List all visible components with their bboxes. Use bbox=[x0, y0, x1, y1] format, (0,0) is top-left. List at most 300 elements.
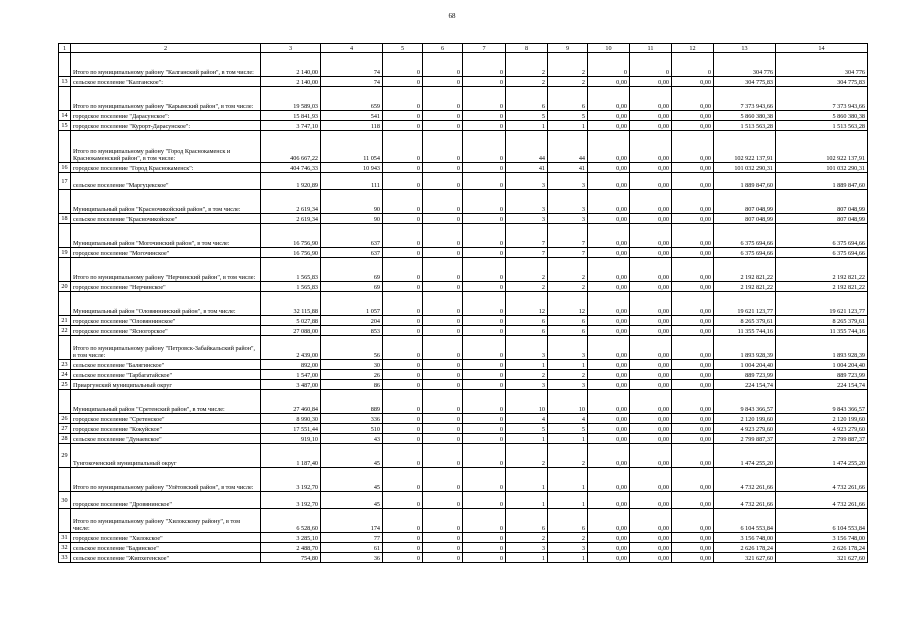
value-cell: 3 bbox=[506, 190, 548, 214]
value-cell: 0 bbox=[423, 543, 463, 553]
value-cell: 45 bbox=[321, 468, 383, 492]
value-cell: 853 bbox=[321, 326, 383, 336]
value-cell: 0 bbox=[383, 173, 423, 190]
value-cell: 1 565,83 bbox=[261, 282, 321, 292]
value-cell: 0,00 bbox=[672, 121, 714, 131]
value-cell: 8 265 379,61 bbox=[714, 316, 776, 326]
value-cell: 0,00 bbox=[672, 444, 714, 468]
header-row bbox=[59, 44, 868, 53]
value-cell: 2 bbox=[548, 282, 588, 292]
value-cell: 0,00 bbox=[588, 444, 630, 468]
value-cell: 0,00 bbox=[588, 370, 630, 380]
value-cell: 90 bbox=[321, 190, 383, 214]
value-cell: 102 922 137,91 bbox=[776, 131, 868, 163]
value-cell: 0,00 bbox=[630, 414, 672, 424]
column-header: 11 bbox=[630, 44, 672, 53]
row-number: 24 bbox=[59, 370, 71, 380]
value-cell: 2 bbox=[548, 533, 588, 543]
value-cell: 0,00 bbox=[672, 360, 714, 370]
value-cell: 4 bbox=[548, 414, 588, 424]
value-cell: 2 bbox=[548, 370, 588, 380]
row-number bbox=[59, 336, 71, 360]
value-cell: 0,00 bbox=[672, 87, 714, 111]
value-cell: 3 156 748,00 bbox=[714, 533, 776, 543]
row-name: сельское поселение "Тарбагатайское" bbox=[71, 370, 261, 380]
value-cell: 3 bbox=[548, 543, 588, 553]
value-cell: 6 bbox=[506, 87, 548, 111]
value-cell: 0 bbox=[423, 424, 463, 434]
table-row bbox=[59, 434, 868, 444]
value-cell: 0 bbox=[463, 509, 506, 533]
table-row bbox=[59, 370, 868, 380]
value-cell: 1 513 563,28 bbox=[714, 121, 776, 131]
value-cell: 61 bbox=[321, 543, 383, 553]
value-cell: 0 bbox=[463, 553, 506, 563]
value-cell: 101 032 290,31 bbox=[776, 163, 868, 173]
table-row bbox=[59, 424, 868, 434]
value-cell: 0 bbox=[423, 370, 463, 380]
value-cell: 6 104 553,84 bbox=[776, 509, 868, 533]
value-cell: 0,00 bbox=[588, 214, 630, 224]
value-cell: 2 192 821,22 bbox=[776, 282, 868, 292]
value-cell: 0 bbox=[423, 190, 463, 214]
value-cell: 0,00 bbox=[630, 543, 672, 553]
value-cell: 0 bbox=[383, 543, 423, 553]
value-cell: 0,00 bbox=[672, 509, 714, 533]
value-cell: 16 756,90 bbox=[261, 224, 321, 248]
value-cell: 0,00 bbox=[672, 77, 714, 87]
value-cell: 0 bbox=[383, 509, 423, 533]
table-row bbox=[59, 190, 868, 214]
value-cell: 1 bbox=[506, 553, 548, 563]
value-cell: 1 513 563,28 bbox=[776, 121, 868, 131]
value-cell: 45 bbox=[321, 492, 383, 509]
value-cell: 0,00 bbox=[630, 553, 672, 563]
value-cell: 3 192,70 bbox=[261, 468, 321, 492]
value-cell: 111 bbox=[321, 173, 383, 190]
value-cell: 0,00 bbox=[630, 282, 672, 292]
row-name: сельское поселение "Калганское": bbox=[71, 77, 261, 87]
value-cell: 0 bbox=[383, 121, 423, 131]
value-cell: 5 860 380,38 bbox=[714, 111, 776, 121]
value-cell: 321 627,60 bbox=[714, 553, 776, 563]
row-number: 28 bbox=[59, 434, 71, 444]
row-number: 19 bbox=[59, 248, 71, 258]
value-cell: 0,00 bbox=[588, 424, 630, 434]
value-cell: 36 bbox=[321, 553, 383, 563]
value-cell: 0,00 bbox=[588, 543, 630, 553]
value-cell: 0,00 bbox=[630, 444, 672, 468]
value-cell: 0,00 bbox=[672, 248, 714, 258]
row-number: 22 bbox=[59, 326, 71, 336]
value-cell: 0,00 bbox=[588, 468, 630, 492]
value-cell: 0 bbox=[383, 282, 423, 292]
value-cell: 2 192 821,22 bbox=[714, 258, 776, 282]
value-cell: 0 bbox=[423, 509, 463, 533]
value-cell: 0,00 bbox=[630, 173, 672, 190]
value-cell: 0 bbox=[463, 292, 506, 316]
value-cell: 0,00 bbox=[630, 533, 672, 543]
row-name: Приаргунский муниципальный округ bbox=[71, 380, 261, 390]
value-cell: 7 bbox=[506, 248, 548, 258]
value-cell: 2 bbox=[506, 370, 548, 380]
value-cell: 0 bbox=[672, 53, 714, 77]
value-cell: 0,00 bbox=[588, 316, 630, 326]
value-cell: 11 355 744,16 bbox=[714, 326, 776, 336]
value-cell: 0,00 bbox=[588, 533, 630, 543]
column-header: 12 bbox=[672, 44, 714, 53]
value-cell: 3 156 748,00 bbox=[776, 533, 868, 543]
value-cell: 2 bbox=[506, 77, 548, 87]
table-row bbox=[59, 121, 868, 131]
value-cell: 1 547,00 bbox=[261, 370, 321, 380]
value-cell: 4 923 279,60 bbox=[714, 424, 776, 434]
value-cell: 0 bbox=[423, 414, 463, 424]
row-name: Итого по муниципальному району "Калганский район", в том числе: bbox=[71, 53, 261, 77]
value-cell: 2 488,70 bbox=[261, 543, 321, 553]
value-cell: 0 bbox=[423, 360, 463, 370]
value-cell: 2 192 821,22 bbox=[714, 282, 776, 292]
table-row bbox=[59, 533, 868, 543]
value-cell: 0,00 bbox=[672, 380, 714, 390]
value-cell: 0 bbox=[463, 53, 506, 77]
value-cell: 0 bbox=[423, 326, 463, 336]
value-cell: 0,00 bbox=[588, 163, 630, 173]
value-cell: 0 bbox=[423, 282, 463, 292]
value-cell: 0 bbox=[463, 316, 506, 326]
value-cell: 1 920,89 bbox=[261, 173, 321, 190]
value-cell: 0,00 bbox=[630, 468, 672, 492]
table-row bbox=[59, 468, 868, 492]
value-cell: 12 bbox=[548, 292, 588, 316]
value-cell: 0,00 bbox=[630, 336, 672, 360]
value-cell: 3 bbox=[548, 380, 588, 390]
value-cell: 1 893 928,39 bbox=[714, 336, 776, 360]
value-cell: 19 621 123,77 bbox=[776, 292, 868, 316]
value-cell: 174 bbox=[321, 509, 383, 533]
row-name: городское поселение "Могочинское" bbox=[71, 248, 261, 258]
row-number bbox=[59, 53, 71, 77]
row-name: городское поселение "Сретенское" bbox=[71, 414, 261, 424]
value-cell: 5 bbox=[506, 111, 548, 121]
row-name: сельское поселение "Бадинское" bbox=[71, 543, 261, 553]
value-cell: 0 bbox=[423, 248, 463, 258]
column-header: 13 bbox=[714, 44, 776, 53]
value-cell: 637 bbox=[321, 224, 383, 248]
value-cell: 1 057 bbox=[321, 292, 383, 316]
row-name: городское поселение "Ясногорское" bbox=[71, 326, 261, 336]
value-cell: 0,00 bbox=[630, 492, 672, 509]
table-row bbox=[59, 444, 868, 468]
row-name: городское поселение "Кокуйское" bbox=[71, 424, 261, 434]
value-cell: 0,00 bbox=[588, 248, 630, 258]
value-cell: 0 bbox=[383, 424, 423, 434]
value-cell: 2 120 199,60 bbox=[776, 414, 868, 424]
row-name: Итого по муниципальному району "Улётовский район", в том числе: bbox=[71, 468, 261, 492]
value-cell: 19 621 123,77 bbox=[714, 292, 776, 316]
value-cell: 304 775,83 bbox=[714, 77, 776, 87]
value-cell: 3 bbox=[506, 543, 548, 553]
value-cell: 2 799 887,37 bbox=[714, 434, 776, 444]
value-cell: 0 bbox=[383, 380, 423, 390]
value-cell: 0 bbox=[383, 326, 423, 336]
value-cell: 0 bbox=[463, 282, 506, 292]
column-header: 6 bbox=[423, 44, 463, 53]
value-cell: 1 bbox=[506, 360, 548, 370]
table-row bbox=[59, 163, 868, 173]
value-cell: 0 bbox=[383, 316, 423, 326]
row-name: Итого по муниципальному району "Петровск-Забайкальский район", в том числе: bbox=[71, 336, 261, 360]
value-cell: 0,00 bbox=[630, 224, 672, 248]
value-cell: 659 bbox=[321, 87, 383, 111]
row-number bbox=[59, 87, 71, 111]
value-cell: 7 373 943,66 bbox=[776, 87, 868, 111]
value-cell: 10 943 bbox=[321, 163, 383, 173]
value-cell: 0 bbox=[423, 131, 463, 163]
row-number: 13 bbox=[59, 77, 71, 87]
value-cell: 0 bbox=[423, 258, 463, 282]
value-cell: 321 627,60 bbox=[776, 553, 868, 563]
value-cell: 17 551,44 bbox=[261, 424, 321, 434]
row-name: городское поселение "Хилокское" bbox=[71, 533, 261, 543]
table-row bbox=[59, 492, 868, 509]
value-cell: 7 bbox=[506, 224, 548, 248]
table-row bbox=[59, 509, 868, 533]
value-cell: 30 bbox=[321, 360, 383, 370]
value-cell: 0,00 bbox=[672, 224, 714, 248]
value-cell: 118 bbox=[321, 121, 383, 131]
column-header: 4 bbox=[321, 44, 383, 53]
table-row bbox=[59, 258, 868, 282]
column-header: 10 bbox=[588, 44, 630, 53]
value-cell: 56 bbox=[321, 336, 383, 360]
value-cell: 204 bbox=[321, 316, 383, 326]
value-cell: 1 187,40 bbox=[261, 444, 321, 468]
value-cell: 0,00 bbox=[588, 282, 630, 292]
row-number: 27 bbox=[59, 424, 71, 434]
report-table-container bbox=[58, 43, 868, 563]
value-cell: 0 bbox=[383, 492, 423, 509]
value-cell: 304 776 bbox=[714, 53, 776, 77]
value-cell: 0,00 bbox=[588, 190, 630, 214]
value-cell: 0 bbox=[463, 492, 506, 509]
value-cell: 0 bbox=[423, 316, 463, 326]
row-name: городское поселение "Дарасунское": bbox=[71, 111, 261, 121]
row-number bbox=[59, 190, 71, 214]
value-cell: 5 860 380,38 bbox=[776, 111, 868, 121]
value-cell: 0,00 bbox=[588, 173, 630, 190]
value-cell: 41 bbox=[506, 163, 548, 173]
value-cell: 2 bbox=[506, 533, 548, 543]
row-name: сельское поселение "Красночикойское" bbox=[71, 214, 261, 224]
row-number: 14 bbox=[59, 111, 71, 121]
value-cell: 889 bbox=[321, 390, 383, 414]
value-cell: 4 bbox=[506, 414, 548, 424]
value-cell: 406 667,22 bbox=[261, 131, 321, 163]
value-cell: 1 004 204,40 bbox=[714, 360, 776, 370]
value-cell: 892,00 bbox=[261, 360, 321, 370]
value-cell: 404 746,33 bbox=[261, 163, 321, 173]
value-cell: 2 626 178,24 bbox=[776, 543, 868, 553]
value-cell: 0,00 bbox=[630, 424, 672, 434]
row-name: Муниципальный район "Красночикойский район", в том числе: bbox=[71, 190, 261, 214]
value-cell: 807 048,99 bbox=[714, 214, 776, 224]
value-cell: 2 140,00 bbox=[261, 53, 321, 77]
value-cell: 0,00 bbox=[588, 360, 630, 370]
value-cell: 0,00 bbox=[630, 163, 672, 173]
value-cell: 0,00 bbox=[672, 434, 714, 444]
value-cell: 0 bbox=[383, 248, 423, 258]
value-cell: 2 bbox=[548, 53, 588, 77]
row-number: 26 bbox=[59, 414, 71, 424]
value-cell: 2 626 178,24 bbox=[714, 543, 776, 553]
table-row bbox=[59, 414, 868, 424]
value-cell: 754,80 bbox=[261, 553, 321, 563]
row-name: Муниципальный район "Оловяннинский район", в том числе: bbox=[71, 292, 261, 316]
value-cell: 0 bbox=[383, 77, 423, 87]
value-cell: 7 bbox=[548, 248, 588, 258]
value-cell: 3 bbox=[548, 214, 588, 224]
value-cell: 41 bbox=[548, 163, 588, 173]
value-cell: 69 bbox=[321, 258, 383, 282]
value-cell: 1 bbox=[506, 492, 548, 509]
value-cell: 0 bbox=[423, 468, 463, 492]
value-cell: 0,00 bbox=[588, 509, 630, 533]
value-cell: 69 bbox=[321, 282, 383, 292]
value-cell: 10 bbox=[506, 390, 548, 414]
value-cell: 1 889 847,60 bbox=[776, 173, 868, 190]
value-cell: 0 bbox=[383, 360, 423, 370]
table-row bbox=[59, 553, 868, 563]
value-cell: 0 bbox=[463, 121, 506, 131]
row-number bbox=[59, 468, 71, 492]
table-row bbox=[59, 292, 868, 316]
value-cell: 0,00 bbox=[672, 492, 714, 509]
column-header: 5 bbox=[383, 44, 423, 53]
value-cell: 0 bbox=[423, 533, 463, 543]
value-cell: 90 bbox=[321, 214, 383, 224]
row-name: Итого по муниципальному району "Нерчинский район", в том числе: bbox=[71, 258, 261, 282]
value-cell: 0 bbox=[463, 224, 506, 248]
table-row bbox=[59, 326, 868, 336]
value-cell: 0,00 bbox=[630, 370, 672, 380]
value-cell: 304 776 bbox=[776, 53, 868, 77]
value-cell: 0,00 bbox=[672, 316, 714, 326]
value-cell: 3 747,10 bbox=[261, 121, 321, 131]
value-cell: 1 889 847,60 bbox=[714, 173, 776, 190]
value-cell: 0 bbox=[423, 390, 463, 414]
value-cell: 0 bbox=[383, 390, 423, 414]
value-cell: 0 bbox=[383, 87, 423, 111]
value-cell: 0 bbox=[383, 414, 423, 424]
value-cell: 0 bbox=[463, 360, 506, 370]
value-cell: 6 bbox=[548, 326, 588, 336]
value-cell: 0,00 bbox=[588, 292, 630, 316]
value-cell: 2 bbox=[506, 53, 548, 77]
value-cell: 0,00 bbox=[588, 434, 630, 444]
value-cell: 0,00 bbox=[630, 509, 672, 533]
value-cell: 0 bbox=[383, 224, 423, 248]
value-cell: 2 799 887,37 bbox=[776, 434, 868, 444]
row-name: Тунгокоченский муниципальный округ bbox=[71, 444, 261, 468]
row-number bbox=[59, 390, 71, 414]
value-cell: 0 bbox=[463, 111, 506, 121]
value-cell: 0 bbox=[423, 336, 463, 360]
value-cell: 0 bbox=[630, 53, 672, 77]
value-cell: 0 bbox=[463, 214, 506, 224]
value-cell: 6 375 694,66 bbox=[776, 224, 868, 248]
value-cell: 0 bbox=[463, 336, 506, 360]
row-number bbox=[59, 509, 71, 533]
row-name: Итого по муниципальному району "Хилокскому району", в том числе: bbox=[71, 509, 261, 533]
value-cell: 43 bbox=[321, 434, 383, 444]
value-cell: 77 bbox=[321, 533, 383, 543]
value-cell: 11 054 bbox=[321, 131, 383, 163]
value-cell: 637 bbox=[321, 248, 383, 258]
value-cell: 1 bbox=[548, 492, 588, 509]
value-cell: 0 bbox=[463, 258, 506, 282]
row-number: 20 bbox=[59, 282, 71, 292]
value-cell: 0 bbox=[423, 434, 463, 444]
value-cell: 3 487,00 bbox=[261, 380, 321, 390]
value-cell: 101 032 290,31 bbox=[714, 163, 776, 173]
value-cell: 0,00 bbox=[672, 533, 714, 543]
value-cell: 2 192 821,22 bbox=[776, 258, 868, 282]
value-cell: 0,00 bbox=[672, 424, 714, 434]
value-cell: 12 bbox=[506, 292, 548, 316]
table-row bbox=[59, 131, 868, 163]
value-cell: 9 843 366,57 bbox=[714, 390, 776, 414]
value-cell: 3 bbox=[506, 214, 548, 224]
value-cell: 0,00 bbox=[672, 163, 714, 173]
value-cell: 0,00 bbox=[672, 131, 714, 163]
value-cell: 0,00 bbox=[672, 468, 714, 492]
value-cell: 0,00 bbox=[630, 214, 672, 224]
value-cell: 1 bbox=[548, 553, 588, 563]
value-cell: 4 732 261,66 bbox=[776, 492, 868, 509]
value-cell: 0,00 bbox=[588, 111, 630, 121]
value-cell: 6 375 694,66 bbox=[776, 248, 868, 258]
value-cell: 6 375 694,66 bbox=[714, 224, 776, 248]
value-cell: 0,00 bbox=[630, 390, 672, 414]
value-cell: 0 bbox=[463, 248, 506, 258]
value-cell: 0 bbox=[383, 190, 423, 214]
value-cell: 3 bbox=[506, 380, 548, 390]
value-cell: 0 bbox=[463, 87, 506, 111]
value-cell: 0 bbox=[383, 292, 423, 316]
value-cell: 16 756,90 bbox=[261, 248, 321, 258]
value-cell: 2 619,34 bbox=[261, 190, 321, 214]
value-cell: 0,00 bbox=[630, 258, 672, 282]
value-cell: 6 104 553,84 bbox=[714, 509, 776, 533]
value-cell: 3 285,10 bbox=[261, 533, 321, 543]
value-cell: 0,00 bbox=[588, 87, 630, 111]
value-cell: 0,00 bbox=[630, 248, 672, 258]
value-cell: 9 843 366,57 bbox=[776, 390, 868, 414]
value-cell: 0 bbox=[383, 444, 423, 468]
value-cell: 0,00 bbox=[588, 380, 630, 390]
value-cell: 2 bbox=[506, 444, 548, 468]
value-cell: 3 bbox=[548, 336, 588, 360]
value-cell: 0 bbox=[423, 121, 463, 131]
row-number: 15 bbox=[59, 121, 71, 131]
value-cell: 0 bbox=[463, 414, 506, 424]
value-cell: 807 048,99 bbox=[776, 214, 868, 224]
value-cell: 1 bbox=[506, 434, 548, 444]
value-cell: 0,00 bbox=[672, 326, 714, 336]
value-cell: 0 bbox=[423, 163, 463, 173]
value-cell: 4 923 279,60 bbox=[776, 424, 868, 434]
